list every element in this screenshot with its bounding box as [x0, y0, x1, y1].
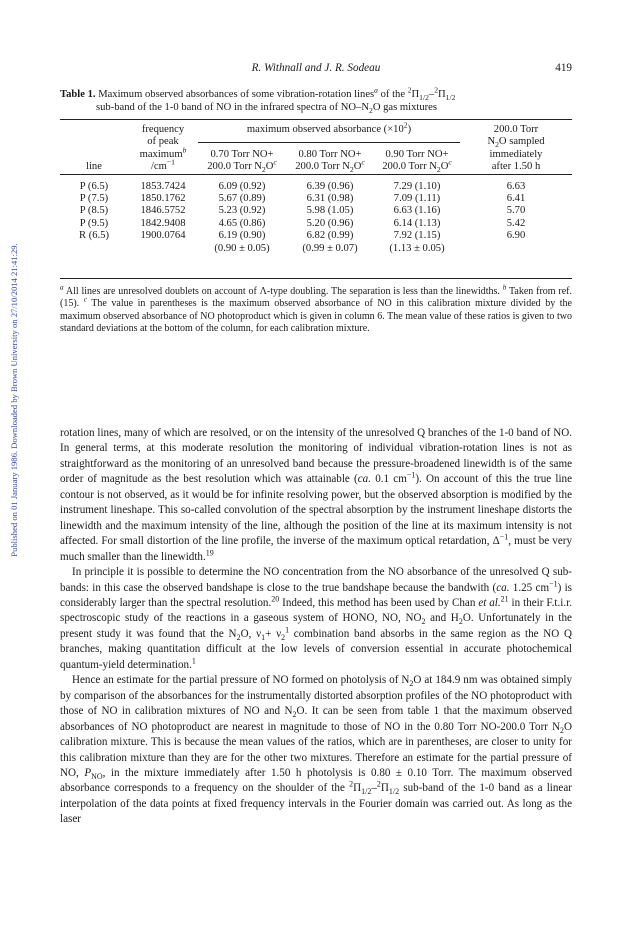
table-row	[60, 218, 572, 230]
cell-frequency: 1850.1762	[140, 193, 186, 205]
cell-absorbance-sampled: 6.63	[506, 180, 526, 192]
cell-absorbance-090: 6.63 (1.16)	[393, 205, 441, 217]
col-header-frequency: frequency of peak maximum$^b$ $/cm^{-1}$	[139, 124, 187, 173]
col-header-mixture-090: 0.90 Torr NO+ 200.0 Torr $N_2O^c$	[374, 142, 460, 174]
table-row	[60, 230, 572, 242]
cell-line: P (6.5)	[79, 180, 109, 192]
cell-absorbance-070: 6.19 (0.90)	[218, 230, 266, 242]
paragraph-q-subbands: In principle it is possible to determine the NO concentration from the NO absorbance of the unresolved Q sub-bands: in this case the observed bandshape is close to the true bandshape because the bandwith (ca. 1.25 $cm^{-1}$) is considerably larger than the spectral resolution.$^{20}$ Indeed, this method has been used by Chan et al.$^{21}$ in their F.t.i.r. spectroscopic study of the reactions in a gaseous system of HONO, NO, $NO_2$ and $H_2O$. Unfortunately in the present study it was found that the $N_2O$, $\nu_1+ \nu_2^1$ combination band absorbs in the same region as the NO Q branches, making quantitation difficult at the low levels of conversion essential in accurate photochemical quantum-yield determination.$^1$	[60, 566, 573, 671]
cell-frequency: 1842.9408	[140, 217, 186, 229]
cell-absorbance-090: 7.09 (1.11)	[393, 193, 441, 205]
cell-absorbance-080: 6.82 (0.99)	[306, 230, 354, 242]
cell-absorbance-080: 6.39 (0.96)	[306, 180, 354, 192]
cell-frequency: 1846.5752	[140, 205, 186, 217]
table-row-means	[60, 243, 572, 255]
cell-line: P (7.5)	[79, 193, 109, 205]
table-footnotes: $^a$ All lines are unresolved doublets on account of Λ-type doubling. The separation is less than the linewidths. $^b$ Taken from ref. (15). $^c$ The value in parentheses is the maximum observed absorbance of NO in this calibration mixture divided by the maximum observed absorbance of NO photoproduct which is given in column 6. The mean value of these ratios is given to two standard deviations at the bottom of the column, for each calibration mixture.	[60, 283, 572, 335]
running-header-authors: R. Withnall and J. R. Sodeau	[251, 62, 381, 74]
cell-absorbance-070: 5.23 (0.92)	[218, 205, 266, 217]
cell-absorbance-070: 4.65 (0.86)	[218, 217, 266, 229]
cell-line: R (6.5)	[78, 230, 109, 242]
running-header	[60, 62, 572, 78]
table-top-rule	[60, 119, 572, 120]
table-row	[60, 193, 572, 205]
table-label: Table 1.	[60, 89, 96, 100]
table-caption	[60, 85, 572, 116]
paragraph-partial-pressure: Hence an estimate for the partial pressure of NO formed on photolysis of $N_2O$ at 184.9 nm was obtained simply by comparison of the absorbances for the instrumentally distorted absorption profiles of the NO photoproduct with those of NO in calibration mixtures of NO and $N_2O$. It can be seen from table 1 that the maximum observed absorbances of NO photoproduct are nearest in magnitude to those of NO in the 0.80 Torr NO-200.0 Torr $N_2O$ calibration mixture. This is because the mean values of the ratios, which are in parentheses, are closer to unity for this calibration mixture than they are for the other two mixtures. Therefore an estimate for the partial pressure of NO, $P_{NO}$, in the mixture immediately after 1.50 h photolysis is 0.80 ± 0.10 Torr. The maximum observed absorbance corresponds to a frequency on the shoulder of the $^2\Pi_{1/2}-^2\Pi_{1/2}$ sub-band of the 1-0 band as a linear interpolation of the data points at fixed frequency intervals in the Fourier domain was carried out. As long as the laser	[60, 674, 573, 826]
body-text	[60, 426, 572, 828]
cell-absorbance-090: 7.29 (1.10)	[393, 180, 441, 192]
cell-absorbance-090: 6.14 (1.13)	[393, 217, 441, 229]
absorbance-table	[60, 120, 572, 255]
cell-frequency: 1900.0764	[140, 230, 186, 242]
col-header-absorbance-group: maximum observed absorbance $(\times 10^2)$	[246, 120, 412, 135]
col-header-line: line	[86, 161, 102, 173]
cell-absorbance-sampled: 5.42	[506, 217, 526, 229]
page-number: 419	[555, 62, 572, 74]
cell-mean-090: (1.13 ± 0.05)	[389, 242, 445, 254]
cell-absorbance-sampled: 5.70	[506, 205, 526, 217]
cell-mean-070: (0.90 ± 0.05)	[214, 242, 270, 254]
col-header-mixture-070: 0.70 Torr NO+ 200.0 Torr $N_2O^c$	[198, 142, 286, 174]
download-watermark-text: Published on 01 January 1986. Downloaded by Brown University on 27/10/2014 21:41:29.	[9, 243, 19, 557]
cell-mean-080: (0.99 ± 0.07)	[302, 242, 358, 254]
table-row	[60, 205, 572, 217]
cell-absorbance-070: 5.67 (0.89)	[218, 193, 266, 205]
cell-absorbance-sampled: 6.41	[506, 193, 526, 205]
download-watermark	[7, 120, 21, 680]
table-caption-text: Maximum observed absorbances of some vibration-rotation lines$^a$ of the $^2\Pi_{1/2}-^2\Pi_{1/2}$	[98, 85, 456, 103]
cell-line: P (9.5)	[79, 217, 109, 229]
table-row	[60, 181, 572, 193]
cell-absorbance-080: 5.20 (0.96)	[306, 217, 354, 229]
cell-line: P (8.5)	[79, 205, 109, 217]
col-header-sampled: 200.0 Torr $N_2O$ sampled immediately after 1.50 h	[487, 124, 545, 173]
table-caption-line2: sub-band of the 1-0 band of NO in the infrared spectra of $NO-N_2O$ gas mixtures	[96, 102, 437, 116]
cell-absorbance-090: 7.92 (1.15)	[393, 230, 441, 242]
table-bottom-rule	[60, 278, 572, 279]
cell-absorbance-080: 6.31 (0.98)	[306, 193, 354, 205]
cell-absorbance-080: 5.98 (1.05)	[306, 205, 354, 217]
cell-frequency: 1853.7424	[140, 180, 186, 192]
col-header-mixture-080: 0.80 Torr NO+ 200.0 Torr $N_2O^c$	[286, 142, 374, 174]
paragraph-convolution: rotation lines, many of which are resolved, or on the intensity of the unresolved Q branches of the 1-0 band of NO. In general terms, at this moderate resolution the monitoring of individual vibration-rotation lines is not as straightforward as the monitoring of an unresolved band because the pressure-broadened linewidth is of the same order of magnitude as the best resolution which was attainable (ca. 0.1 $cm^{-1}$). On account of this the true line contour is not observed, as it would be for infinite resolving power, but the observed absorption is modified by the instrument lineshape. This so-called convolution of the spectral absorption by the instrument lineshape distorts the linewidth and the maximum intensity of the line, although the position of the line at its maximum intensity is not affected. For small distortion of the line profile, the inverse of the maximum optical retardation, $\Delta^{-1}$, must be very much smaller than the linewidth.$^{19}$	[60, 427, 573, 563]
cell-absorbance-070: 6.09 (0.92)	[218, 180, 266, 192]
cell-absorbance-sampled: 6.90	[506, 230, 526, 242]
